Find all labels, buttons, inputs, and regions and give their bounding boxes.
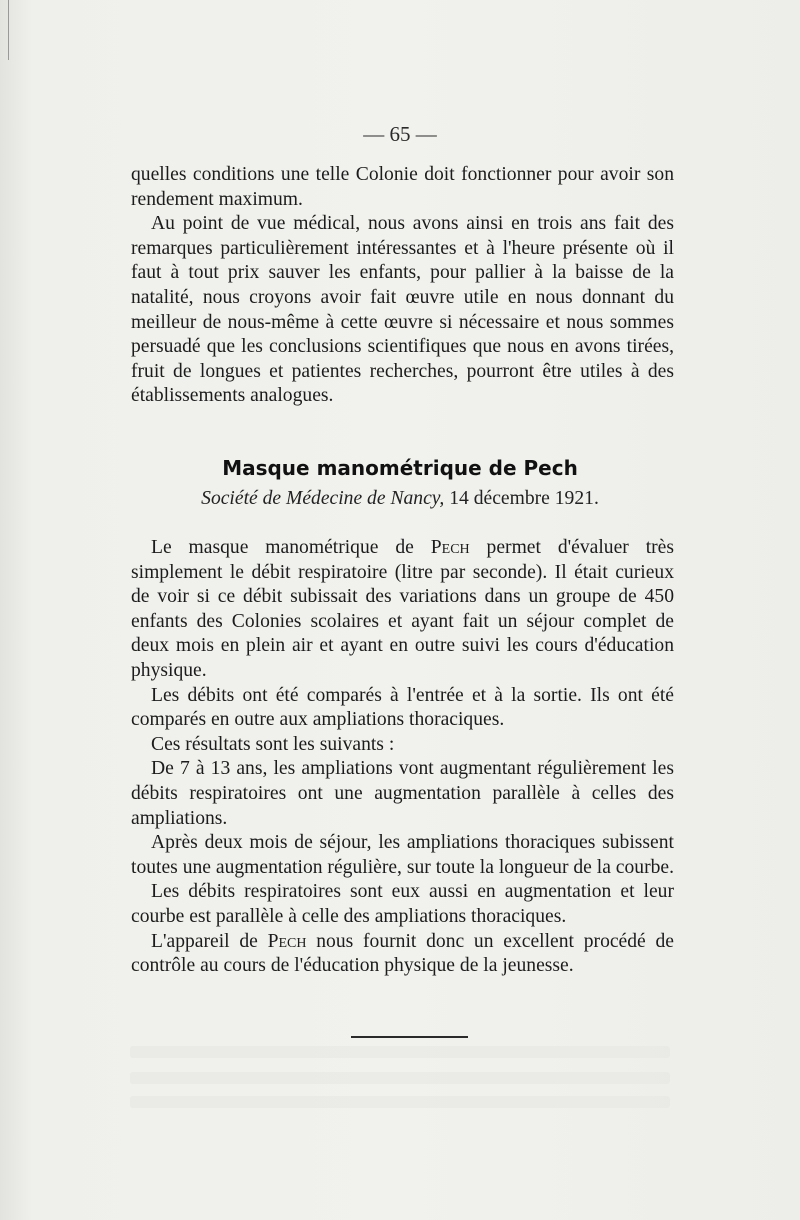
article-date: 14 décembre 1921. [449,488,599,509]
page-edge-mark [8,0,9,60]
article-text-block [131,536,674,979]
paragraph: De 7 à 13 ans, les ampliations vont augmentant régulièrement les débits respiratoires ont une augmentation parallèle à celles des ampliations. [131,758,674,829]
article-source [0,488,800,510]
paragraph: quelles conditions une telle Colonie doit fonctionner pour avoir son rendement maximum. [131,164,674,210]
paragraph: Le masque manométrique de Pech permet d'évaluer très simplement le débit respiratoire (litre par seconde). Il était curieux de voir si ce débit subissait des variations dans un groupe de 450 enfants des Colonies scolaires et ayant fait un séjour complet de deux mois en plein air et ayant en outre suivi les cours d'éducation physique. [131,537,674,681]
section-divider [351,1036,468,1038]
article-title: Masque manométrique de Pech [222,456,578,480]
society-name: Société de Médecine de Nancy, [201,488,445,509]
bleed-through-line [130,1096,670,1108]
author-name: Pech [267,930,307,952]
paragraph: Les débits respiratoires sont eux aussi en augmentation et leur courbe est parallèle à celle des ampliations thoraciques. [131,881,674,927]
paragraph: Au point de vue médical, nous avons ainsi en trois ans fait des remarques particulièrement intéressantes et à l'heure présente où il faut à tout prix sauver les enfants, pour pallier à la baisse de la natalité, nous croyons avoir fait œuvre utile en nous donnant du meilleur de nous-même à cette œuvre si nécessaire et nous sommes persuadé que les conclusions scientifiques que nous en avons tirées, fruit de longues et patientes recherches, pourront être utiles à des établissements analogues. [131,213,674,407]
paragraph: L'appareil de Pech nous fournit donc un excellent procédé de contrôle au cours de l'éducation physique de la jeunesse. [131,930,674,977]
paragraph: Les débits ont été comparés à l'entrée et à la sortie. Ils ont été comparés en outre aux ampliations thoraciques. [131,684,674,731]
intro-text-block [131,163,674,409]
page-number: — 65 — [363,122,437,146]
bleed-through-line [130,1046,670,1058]
paragraph: Ces résultats sont les suivants : [151,733,395,755]
bleed-through-line [130,1072,670,1084]
author-name: Pech [430,537,470,558]
paragraph: Après deux mois de séjour, les ampliations thoraciques subissent toutes une augmentation régulière, sur toute la longueur de la courbe. [131,832,674,878]
